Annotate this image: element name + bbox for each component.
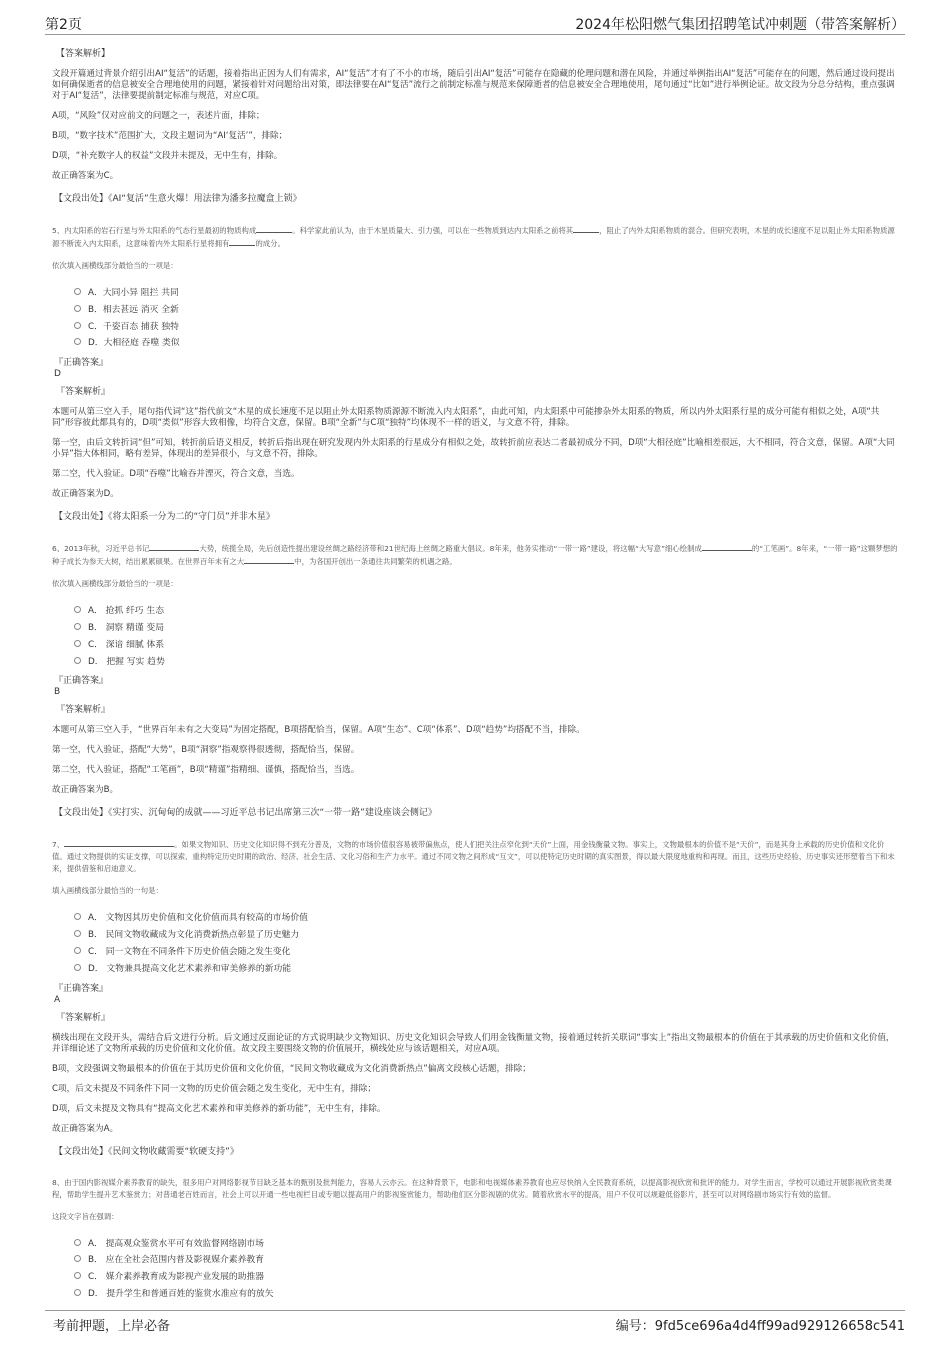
- answer-conclusion: 故正确答案为A。: [52, 1123, 119, 1134]
- radio-icon[interactable]: [74, 1289, 81, 1296]
- document-title: 2024年松阳燃气集团招聘笔试冲刺题（带答案解析）: [575, 17, 905, 33]
- page-number: 第2页: [45, 17, 82, 33]
- correct-answer: A: [54, 994, 61, 1005]
- option-a[interactable]: A． 提高观众鉴赏水平可有效监督网络剧市场: [74, 1236, 898, 1253]
- correct-answer-tag: 『正确答案』: [54, 983, 109, 994]
- option-d[interactable]: D． 提升学生和普通百姓的鉴赏水准应有的放矢: [74, 1286, 898, 1303]
- footer-slogan: 考前押题，上岸必备: [53, 1319, 171, 1334]
- analysis-paragraph: C项，后文未提及不同条件下同一文物的历史价值会随之发生变化，无中生有，排除；: [52, 1083, 376, 1094]
- question-5-stem: 5、内太阳系的岩石行星与外太阳系的气态行星最初的物质构成 。科学家此前认为，由于木星质量大、引力强，可以在一些物质到达内太阳系之前将其 ，阻止了内外太阳系物质的混合。但研究表明，木星的成长速度不足以阻止外太阳系物质源源不断流入内太阳系，这意味着内外太阳系行星将拥有 的成分。: [52, 226, 895, 248]
- source-citation: 【文段出处】《实打实、沉甸甸的成就——习近平总书记出席第三次“一带一路”建设座谈会侧记》: [54, 808, 437, 819]
- radio-icon[interactable]: [74, 913, 81, 920]
- option-list: [74, 603, 898, 670]
- radio-icon[interactable]: [74, 930, 81, 937]
- question-prompt: 依次填入画横线部分最恰当的一项是：: [52, 579, 178, 589]
- radio-icon[interactable]: [74, 657, 81, 664]
- option-b[interactable]: B．相去甚远 消灭 全新: [74, 302, 898, 319]
- correct-answer: B: [54, 687, 61, 698]
- radio-icon[interactable]: [74, 1272, 81, 1279]
- radio-icon[interactable]: [74, 606, 81, 613]
- option-a[interactable]: A． 抢抓 纤巧 生态: [74, 603, 898, 620]
- correct-answer-tag: 『正确答案』: [54, 676, 109, 687]
- correct-answer: D: [54, 369, 61, 380]
- option-c[interactable]: C．千姿百态 捕获 独特: [74, 319, 898, 336]
- option-a[interactable]: A．大同小异 阻拦 共同: [74, 285, 898, 302]
- answer-conclusion: 故正确答案为B。: [52, 785, 119, 796]
- analysis-paragraph: 第二空，代入验证。D项“吞噬”比喻吞并湮灭，符合文意，当选。: [52, 469, 300, 480]
- radio-icon[interactable]: [74, 1255, 81, 1262]
- option-b[interactable]: B． 应在全社会范围内普及影视媒介素养教育: [74, 1252, 898, 1269]
- answer-conclusion: 故正确答案为D。: [52, 489, 119, 500]
- analysis-tag: 【答案解析】: [56, 49, 111, 59]
- option-b[interactable]: B． 洞察 精谨 变局: [74, 620, 898, 637]
- fill-blank: [149, 542, 199, 551]
- radio-icon[interactable]: [74, 623, 81, 630]
- radio-icon[interactable]: [74, 964, 81, 971]
- analysis-paragraph: B项，文段强调文物最根本的价值在于其历史价值和文化价值，“民间文物收藏成为文化消费新热点”偏离文段核心话题，排除；: [52, 1063, 531, 1074]
- fill-blank: [573, 224, 599, 233]
- radio-icon[interactable]: [74, 322, 81, 329]
- analysis-paragraph: 本题可从第三空入手，“世界百年未有之大变局”为固定搭配，B项搭配恰当，保留。A项“生态”、C项“体系”、D项“趋势”均搭配不当，排除。: [52, 725, 585, 736]
- document-id: 编号：9fd5ce696a4d4ff99ad929126658c541: [615, 1319, 905, 1334]
- analysis-paragraph: 第二空，代入验证，搭配“工笔画”，B项“精谨”指精细、谨慎，搭配恰当，当选。: [52, 765, 360, 776]
- option-c[interactable]: C． 媒介素养教育成为影视产业发展的助推器: [74, 1269, 898, 1286]
- source-citation: 【文段出处】《AI“复活”生意火爆！用法律为潘多拉魔盒上锁》: [54, 194, 302, 204]
- fill-blank: [702, 542, 752, 551]
- page-footer: [45, 1310, 905, 1335]
- question-7-stem: 7、 。如果文物知识、历史文化知识得不到充分普及，文物的市场价值很容易被带偏焦点，使人们把关注点窄化到“天价”上面，用金钱衡量文物。事实上，文物最根本的价值不是“天价”，而是其身上承载的历史价值和文化价值。通过文物提供的实证支撑，可以探索、重构特定历史时期的政治、经济、社会生活、文化习俗和生产力水平。通过不同文物之间形成“互文”，可以使特定历史时期的真实图景，得以最大限度地重构和再现。而且，这些历史经验、历史事实还形塑着当下和未来，提供借鉴和启迪意义。: [52, 840, 895, 874]
- question-prompt: 这段文字旨在强调：: [52, 1211, 119, 1221]
- question-prompt: 填入画横线部分最恰当的一句是：: [52, 886, 163, 896]
- fill-blank: [256, 224, 292, 233]
- radio-icon[interactable]: [74, 338, 81, 345]
- source-citation: 【文段出处】《将太阳系一分为二的“守门员”并非木星》: [54, 512, 275, 523]
- correct-answer-tag: 『正确答案』: [54, 358, 109, 369]
- option-a[interactable]: A． 文物因其历史价值和文化价值而具有较高的市场价值: [74, 910, 898, 927]
- analysis-paragraph: 文段开篇通过背景介绍引出AI“复活”的话题，接着指出正因为人们有需求，AI“复活”才有了不小的市场，随后引出AI“复活”可能存在隐藏的伦理问题和潜在风险，并通过举例指出AI“复活”可能存在的问题，然后通过设问提出如何确保逝者的信息被安全合理地使用的问题，紧接着针对问题给出对策，即法律要在AI“复活”流行之前制定标准与规范来保障逝者的信息被安全合理地使用，尾句通过“比如”进行举例论证。故文段为分总分结构，重点强调对于AI“复活”，法律要提前制定标准与规范，对应C项。: [52, 69, 895, 101]
- analysis-paragraph: 横线出现在文段开头，需结合后文进行分析。后文通过反面论证的方式说明缺少文物知识、历史文化知识会导致人们用金钱衡量文物，接着通过转折关联词“事实上”指出文物最根本的价值在于其承载的历史价值和文化价值，并详细论述了文物所承载的历史价值和文化价值。故文段主要围绕文物的价值展开，横线处应与该话题相关，对应A项。: [52, 1032, 895, 1054]
- analysis-paragraph: D项，“补充数字人的权益”文段并未提及，无中生有，排除。: [52, 151, 283, 161]
- radio-icon[interactable]: [74, 288, 81, 295]
- page-header: [45, 14, 905, 35]
- analysis-paragraph: 第一空，代入验证，搭配“大势”，B项“洞察”指观察得很透彻，搭配恰当，保留。: [52, 745, 360, 756]
- question-8-stem: 8、由于国内影视媒介素养教育的缺失，很多用户对网络影视节目缺乏基本的甄别及批判能力，容易人云亦云。在这种背景下，电影和电视媒体素养教育也应尽快纳入全民教育系统，以提高影视欣赏和批评的能力。对学生而言，学校可以通过开展影视欣赏类课程，帮助学生提升艺术鉴赏力；对普通老百姓而言，社会上可以开通一些电视栏目或专题以提高用户的影视鉴赏能力，帮助他们区分影视剧的优劣。随着欣赏水平的提高，用户不仅可以规避低俗影片，甚至可以对网络剧市场实行有效的监督。: [52, 1177, 892, 1199]
- answer-conclusion: 故正确答案为C。: [52, 171, 119, 181]
- analysis-paragraph: B项，“数字技术”范围扩大，文段主题词为“AI‘复活’”，排除；: [52, 131, 288, 141]
- question-prompt: 依次填入画横线部分最恰当的一项是：: [52, 261, 178, 270]
- fill-blank: [229, 237, 255, 246]
- radio-icon[interactable]: [74, 1239, 81, 1246]
- fill-blank: [64, 838, 174, 847]
- analysis-tag: 『答案解析』: [56, 387, 111, 398]
- source-citation: 【文段出处】《民间文物收藏需要“软硬支持”》: [54, 1146, 239, 1157]
- analysis-paragraph: A项，“风险”仅对应前文的问题之一，表述片面，排除；: [52, 111, 265, 121]
- analysis-tag: 『答案解析』: [56, 1012, 111, 1023]
- fill-blank: [244, 555, 294, 564]
- option-c[interactable]: C． 深谙 细腻 体系: [74, 637, 898, 654]
- option-d[interactable]: D．大相径庭 吞噬 类似: [74, 335, 898, 352]
- radio-icon[interactable]: [74, 305, 81, 312]
- analysis-tag: 『答案解析』: [56, 705, 111, 716]
- option-c[interactable]: C． 同一文物在不同条件下历史价值会随之发生变化: [74, 944, 898, 961]
- question-6-stem: 6、2013年秋，习近平总书记 大势，统揽全局，先后创造性提出建设丝绸之路经济带和21世纪海上丝绸之路重大倡议。8年来，他务实推动“一带一路”建设，将这幅“大写意”细心绘制成 的“工笔画”。8年来，“一带一路”这颗梦想的种子成长为参天大树，结出累累硕果。在世界百年未有之大 中，为各国开创出一条通往共同繁荣的机遇之路。: [52, 544, 898, 567]
- option-b[interactable]: B． 民间文物收藏成为文化消费新热点彰显了历史魅力: [74, 927, 898, 944]
- analysis-paragraph: 第一空，由后文转折词“但”可知，转折前后语义相反，转折后指出现在研究发现内外太阳系的行星成分有相似之处，故转折前应表达二者最初成分不同，D项“大相径庭”比喻相差很远，大不相同，符合文意，保留。A项“大同小异”指大体相同，略有差异，体现出的差异很小，与文意不符，排除。: [52, 438, 895, 460]
- analysis-paragraph: 本题可从第三空入手，尾句指代词“这”指代前文“木星的成长速度不足以阻止外太阳系物质源源不断流入内太阳系”，由此可知，内太阳系中可能掺杂外太阳系的物质，所以内外太阳系行星的成分可能有相似之处，A项“共同”形容彼此都具有的，D项“类似”形容大致相像，均符合文意，保留。B项“全新”与C项“独特”均体现不一样的语义，与文意不符，排除。: [52, 407, 880, 429]
- page-content: [52, 42, 898, 1309]
- analysis-paragraph: D项，后文未提及文物具有“提高文化艺术素养和审美修养的新功能”，无中生有，排除。: [52, 1103, 386, 1114]
- radio-icon[interactable]: [74, 640, 81, 647]
- radio-icon[interactable]: [74, 947, 81, 954]
- option-d[interactable]: D． 把握 写实 趋势: [74, 654, 898, 671]
- option-list: [74, 285, 898, 352]
- option-list: [74, 1236, 898, 1303]
- option-d[interactable]: D． 文物兼具提高文化艺术素养和审美修养的新功能: [74, 961, 898, 978]
- option-list: [74, 910, 898, 977]
